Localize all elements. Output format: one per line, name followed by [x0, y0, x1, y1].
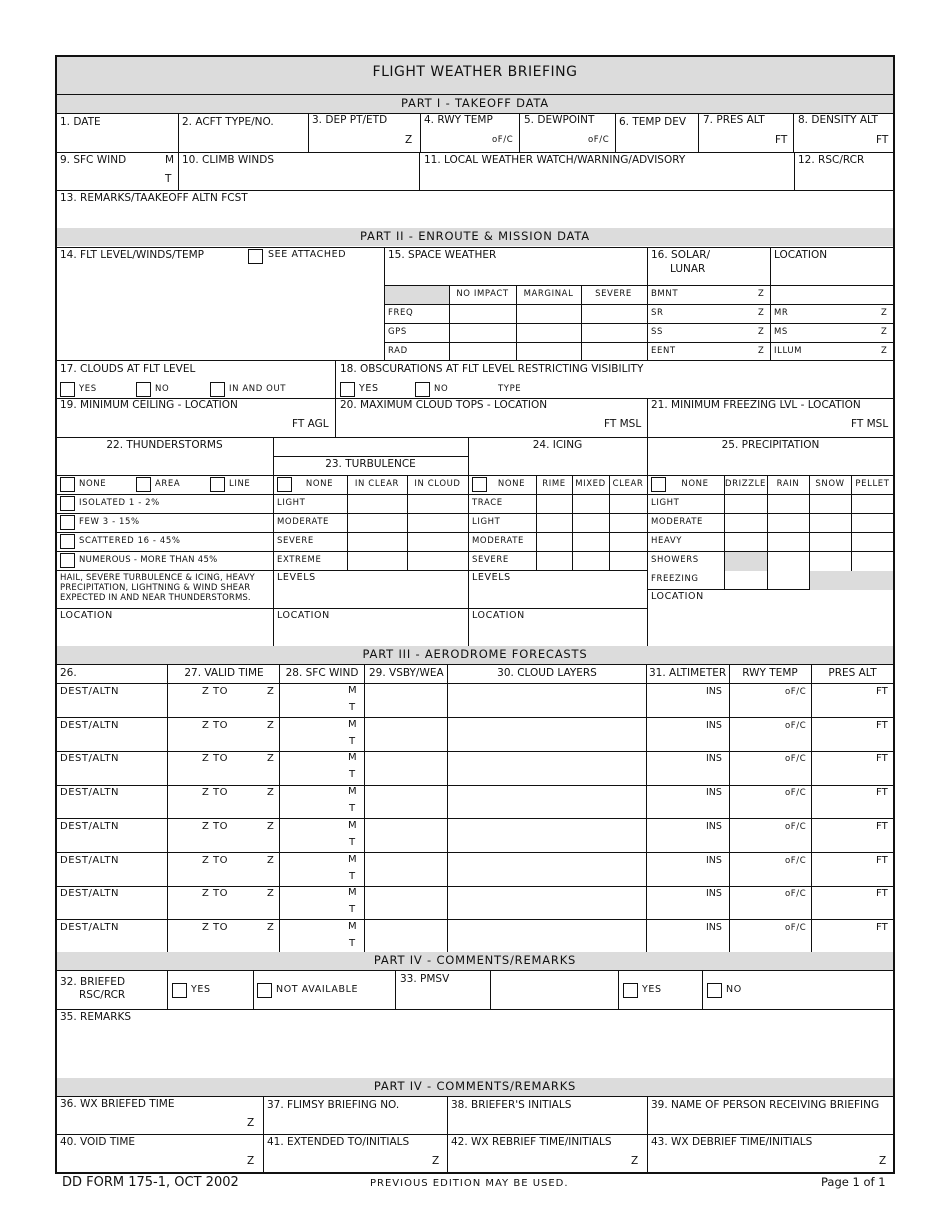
valid-z-to: Z TO — [202, 820, 229, 832]
void-label: 40. VOID TIME — [60, 1136, 136, 1148]
local-wx-label: 11. LOCAL WEATHER WATCH/WARNING/ADVISORY — [424, 154, 686, 166]
pres-alt-ft: FT — [876, 854, 888, 866]
col-sfc-wind: 28. SFC WIND — [285, 667, 359, 679]
clouds-no-label: NO — [155, 384, 170, 394]
turb-col-clear: IN CLEAR — [354, 479, 400, 489]
wind-t: T — [349, 937, 356, 949]
rwy-temp-ofc: oF/C — [785, 821, 807, 832]
clouds-label: 17. CLOUDS AT FLT LEVEL — [60, 363, 196, 375]
sw-col-severe: SEVERE — [595, 289, 632, 299]
col-altimeter: 31. ALTIMETER — [649, 667, 727, 679]
valid-z: Z — [267, 719, 274, 731]
pmsv-yes-label: YES — [642, 984, 662, 995]
form-title: FLIGHT WEATHER BRIEFING — [372, 64, 578, 80]
ts-note-3: EXPECTED IN AND NEAR THUNDERSTORMS. — [60, 593, 251, 603]
rsc-label: 12. RSC/RCR — [798, 154, 865, 166]
ice-col-clear: CLEAR — [612, 479, 644, 489]
valid-z-to: Z TO — [202, 753, 229, 765]
ice-col-none: NONE — [497, 479, 526, 489]
clouds-yes-checkbox[interactable] — [60, 382, 75, 397]
wind-m: M — [348, 786, 357, 798]
ts-none-label: NONE — [79, 479, 107, 489]
max-tops-label: 20. MAXIMUM CLOUD TOPS - LOCATION — [340, 399, 548, 411]
wind-t: T — [349, 803, 356, 815]
turb-levels: LEVELS — [277, 572, 316, 583]
date-label: 1. DATE — [60, 116, 101, 128]
ts-few-checkbox[interactable] — [60, 515, 75, 530]
briefer-label: 38. BRIEFER'S INITIALS — [451, 1099, 572, 1111]
ts-line-label: LINE — [229, 479, 251, 489]
sw-col-marginal: MARGINAL — [523, 289, 574, 299]
rebrief-z: Z — [631, 1155, 639, 1167]
precip-none-checkbox[interactable] — [651, 477, 666, 492]
valid-z: Z — [267, 854, 274, 866]
altimeter-ins: INS — [706, 888, 722, 900]
col-26: 26. — [60, 667, 77, 679]
precip-col-pellet: PELLET — [855, 479, 890, 489]
pres-alt-unit: FT — [775, 134, 788, 146]
briefed-yes-label: YES — [191, 984, 211, 995]
density-alt-unit: FT — [876, 134, 889, 146]
max-tops-unit: FT MSL — [604, 418, 642, 430]
see-attached-checkbox[interactable] — [248, 249, 263, 264]
valid-z-to: Z TO — [202, 854, 229, 866]
extended-z: Z — [432, 1155, 440, 1167]
rwy-temp-label: 4. RWY TEMP — [424, 114, 493, 126]
precip-showers: SHOWERS — [651, 555, 699, 565]
wx-time-label: 36. WX BRIEFED TIME — [60, 1098, 175, 1110]
page-number: Page 1 of 1 — [821, 1175, 886, 1189]
valid-z: Z — [267, 888, 274, 900]
rwy-temp-ofc: oF/C — [785, 855, 807, 866]
precip-label: 25. PRECIPITATION — [721, 439, 820, 451]
col-rwy-temp: RWY TEMP — [742, 667, 798, 679]
rwy-temp-ofc: oF/C — [785, 788, 807, 799]
valid-z-to: Z TO — [202, 719, 229, 731]
solar-bmnt: BMNT — [651, 289, 679, 299]
ts-scattered-label: SCATTERED 16 - 45% — [79, 536, 181, 546]
void-z: Z — [247, 1155, 255, 1167]
tstorm-label: 22. THUNDERSTORMS — [106, 439, 223, 451]
valid-z: Z — [267, 686, 274, 697]
acft-label: 2. ACFT TYPE/NO. — [182, 116, 274, 128]
rwy-temp-ofc: oF/C — [785, 922, 807, 933]
rwy-temp-ofc: oF/C — [785, 754, 807, 765]
ts-isolated-checkbox[interactable] — [60, 496, 75, 511]
min-ceiling-unit: FT AGL — [292, 418, 329, 430]
pres-alt-ft: FT — [876, 921, 888, 933]
precip-moderate: MODERATE — [651, 517, 704, 527]
dest-altn-label: DEST/ALTN — [60, 888, 119, 900]
solar-mr: MR — [774, 308, 789, 318]
pmsv-no-checkbox[interactable] — [707, 983, 722, 998]
dep-z: Z — [405, 134, 413, 146]
wind-t: T — [349, 870, 356, 882]
ts-note-1: HAIL, SEVERE TURBULENCE & ICING, HEAVY — [60, 573, 255, 583]
rwy-temp-ofc: oF/C — [785, 720, 807, 731]
altimeter-ins: INS — [706, 921, 722, 933]
wind-t: T — [349, 735, 356, 747]
altimeter-ins: INS — [706, 753, 722, 765]
wind-m: M — [348, 819, 357, 831]
ice-col-rime: RIME — [542, 479, 566, 489]
valid-z: Z — [267, 753, 274, 765]
turb-label: 23. TURBULENCE — [325, 458, 416, 470]
pmsv-label: 33. PMSV — [400, 973, 450, 985]
density-alt-label: 8. DENSITY ALT — [798, 114, 878, 126]
rwy-temp-ofc: oF/C — [785, 889, 807, 900]
col-valid-time: 27. VALID TIME — [184, 667, 264, 679]
dest-altn-label: DEST/ALTN — [60, 686, 119, 697]
solar-location-label: LOCATION — [774, 249, 828, 261]
previous-edition: PREVIOUS EDITION MAY BE USED. — [370, 1178, 569, 1189]
turb-col-cloud: IN CLOUD — [414, 479, 461, 489]
col-pres-alt: PRES ALT — [828, 667, 877, 679]
obsc-yes-label: YES — [359, 383, 379, 394]
sfc-wind-m: M — [165, 154, 175, 166]
flimsy-label: 37. FLIMSY BRIEFING NO. — [267, 1099, 400, 1111]
dest-altn-label: DEST/ALTN — [60, 787, 119, 799]
precip-col-rain: RAIN — [776, 479, 800, 489]
pres-alt-ft: FT — [876, 686, 888, 697]
person-label: 39. NAME OF PERSON RECEIVING BRIEFING — [651, 1099, 880, 1111]
wind-t: T — [349, 904, 356, 916]
form-number: DD FORM 175-1, OCT 2002 — [62, 1175, 239, 1190]
pres-alt-ft: FT — [876, 719, 888, 731]
turb-light: LIGHT — [277, 498, 306, 508]
sw-row-rad: RAD — [388, 346, 408, 356]
briefed-yes-checkbox[interactable] — [172, 983, 187, 998]
clouds-no-checkbox[interactable] — [136, 382, 151, 397]
sw-col-no-impact: NO IMPACT — [456, 289, 509, 299]
wind-m: M — [348, 752, 357, 764]
solar-z3: Z — [758, 327, 765, 337]
wind-m: M — [348, 920, 357, 932]
solar-ms: MS — [774, 327, 788, 337]
temp-dev-label: 6. TEMP DEV — [619, 116, 687, 128]
solar-illum: ILLUM — [774, 346, 803, 356]
dest-altn-label: DEST/ALTN — [60, 753, 119, 765]
wind-m: M — [348, 853, 357, 865]
pmsv-yes-checkbox[interactable] — [623, 983, 638, 998]
solar-sr: SR — [651, 308, 664, 318]
part2-header: PART II - ENROUTE & MISSION DATA — [360, 229, 590, 243]
see-attached-label: SEE ATTACHED — [268, 249, 347, 260]
min-ceiling-label: 19. MINIMUM CEILING - LOCATION — [60, 399, 238, 411]
climb-winds-label: 10. CLIMB WINDS — [182, 154, 274, 166]
ice-severe: SEVERE — [472, 555, 509, 565]
solar-ss: SS — [651, 327, 663, 337]
remarks13-label: 13. REMARKS/TAAKEOFF ALTN FCST — [60, 192, 248, 204]
dest-altn-label: DEST/ALTN — [60, 820, 119, 832]
wx-time-z: Z — [247, 1117, 255, 1129]
wind-m: M — [348, 887, 357, 899]
precip-location: LOCATION — [651, 591, 704, 602]
extended-label: 41. EXTENDED TO/INITIALS — [267, 1136, 410, 1148]
ts-area-checkbox[interactable] — [136, 477, 151, 492]
dest-altn-label: DEST/ALTN — [60, 719, 119, 731]
ice-light: LIGHT — [472, 517, 501, 527]
precip-col-snow: SNOW — [815, 479, 845, 489]
turb-moderate: MODERATE — [277, 517, 330, 527]
space-wx-label: 15. SPACE WEATHER — [388, 249, 497, 261]
altimeter-ins: INS — [706, 686, 722, 697]
remarks35-label: 35. REMARKS — [60, 1011, 132, 1023]
obsc-no-checkbox[interactable] — [415, 382, 430, 397]
solar-label-1: 16. SOLAR/ — [651, 249, 711, 261]
ts-few-label: FEW 3 - 15% — [79, 517, 140, 527]
briefed-label-2: RSC/RCR — [79, 989, 126, 1001]
rwy-temp-unit: oF/C — [492, 135, 514, 145]
clouds-yes-label: YES — [79, 384, 97, 394]
obsc-type-label: TYPE — [498, 384, 522, 394]
wind-m: M — [348, 718, 357, 730]
turb-extreme: EXTREME — [277, 555, 322, 565]
sfc-wind-t: T — [165, 173, 172, 185]
debrief-label: 43. WX DEBRIEF TIME/INITIALS — [651, 1136, 813, 1148]
pres-alt-ft: FT — [876, 888, 888, 900]
altimeter-ins: INS — [706, 787, 722, 799]
ts-area-label: AREA — [155, 479, 181, 489]
obsc-yes-checkbox[interactable] — [340, 382, 355, 397]
altimeter-ins: INS — [706, 820, 722, 832]
precip-light: LIGHT — [651, 498, 680, 508]
wind-t: T — [349, 769, 356, 781]
sw-row-freq: FREQ — [388, 308, 414, 318]
ts-numerous-checkbox[interactable] — [60, 553, 75, 568]
dewpoint-unit: oF/C — [588, 135, 610, 145]
solar-z1: Z — [758, 289, 765, 299]
precip-freezing: FREEZING — [651, 574, 699, 584]
valid-z: Z — [267, 921, 274, 933]
ice-location: LOCATION — [472, 610, 525, 621]
part5-header: PART IV - COMMENTS/REMARKS — [373, 1079, 577, 1093]
rwy-temp-ofc: oF/C — [785, 687, 807, 697]
briefed-na-label: NOT AVAILABLE — [276, 984, 359, 995]
ice-none-checkbox[interactable] — [472, 477, 487, 492]
sw-row-gps: GPS — [388, 327, 407, 337]
solar-z6: Z — [881, 327, 888, 337]
valid-z: Z — [267, 820, 274, 832]
rebrief-label: 42. WX REBRIEF TIME/INITIALS — [451, 1136, 612, 1148]
min-freezing-unit: FT MSL — [851, 418, 889, 430]
ts-note-2: PRECIPITATION, LIGHTNING & WIND SHEAR — [60, 583, 251, 593]
precip-col-none: NONE — [681, 479, 709, 489]
valid-z-to: Z TO — [202, 686, 229, 697]
solar-z4: Z — [758, 346, 765, 356]
pres-alt-ft: FT — [876, 787, 888, 799]
col-cloud-layers: 30. CLOUD LAYERS — [497, 667, 597, 679]
clouds-in-out-label: IN AND OUT — [229, 384, 287, 394]
debrief-z: Z — [879, 1155, 887, 1167]
part4-header: PART IV - COMMENTS/REMARKS — [373, 953, 577, 967]
pmsv-no-label: NO — [726, 984, 742, 995]
valid-z-to: Z TO — [202, 921, 229, 933]
ice-levels: LEVELS — [472, 572, 511, 583]
clouds-in-out-checkbox[interactable] — [210, 382, 225, 397]
flt-level-label: 14. FLT LEVEL/WINDS/TEMP — [60, 249, 204, 261]
turb-location: LOCATION — [277, 610, 330, 621]
obsc-no-label: NO — [434, 384, 449, 394]
min-freezing-label: 21. MINIMUM FREEZING LVL - LOCATION — [651, 399, 861, 411]
solar-label-2: LUNAR — [670, 263, 706, 275]
ice-col-mixed: MIXED — [575, 479, 606, 489]
valid-z-to: Z TO — [202, 787, 229, 799]
solar-z7: Z — [881, 346, 888, 356]
part1-header: PART I - TAKEOFF DATA — [401, 96, 549, 110]
col-vsby: 29. VSBY/WEA — [369, 667, 444, 679]
part3-header: PART III - AERODROME FORECASTS — [362, 647, 588, 661]
ts-scattered-checkbox[interactable] — [60, 534, 75, 549]
turb-col-none: NONE — [305, 479, 334, 489]
solar-z2: Z — [758, 308, 765, 318]
dest-altn-label: DEST/ALTN — [60, 921, 119, 933]
wind-t: T — [349, 702, 356, 713]
sfc-wind-label: 9. SFC WIND — [60, 154, 127, 166]
icing-label: 24. ICING — [532, 439, 583, 451]
turb-none-checkbox[interactable] — [277, 477, 292, 492]
precip-heavy: HEAVY — [651, 536, 683, 546]
ts-none-checkbox[interactable] — [60, 477, 75, 492]
pres-alt-ft: FT — [876, 820, 888, 832]
precip-col-drizzle: DRIZZLE — [725, 479, 766, 489]
ts-isolated-label: ISOLATED 1 - 2% — [79, 498, 160, 508]
briefed-label-1: 32. BRIEFED — [60, 976, 126, 988]
dewpoint-label: 5. DEWPOINT — [524, 114, 595, 126]
obsc-label: 18. OBSCURATIONS AT FLT LEVEL RESTRICTING VISIBILITY — [340, 363, 644, 375]
dep-label: 3. DEP PT/ETD — [312, 114, 388, 126]
wind-m: M — [348, 685, 357, 696]
wind-t: T — [349, 836, 356, 848]
solar-z5: Z — [881, 308, 888, 318]
ice-moderate: MODERATE — [472, 536, 525, 546]
pres-alt-label: 7. PRES ALT — [703, 114, 765, 126]
solar-eent: EENT — [651, 346, 676, 356]
dest-altn-label: DEST/ALTN — [60, 854, 119, 866]
valid-z-to: Z TO — [202, 888, 229, 900]
ice-trace: TRACE — [472, 498, 503, 508]
ts-location-label: LOCATION — [60, 610, 113, 621]
ts-numerous-label: NUMEROUS - MORE THAN 45% — [79, 555, 218, 565]
altimeter-ins: INS — [706, 719, 722, 731]
ts-line-checkbox[interactable] — [210, 477, 225, 492]
valid-z: Z — [267, 787, 274, 799]
briefed-na-checkbox[interactable] — [257, 983, 272, 998]
turb-severe: SEVERE — [277, 536, 314, 546]
pres-alt-ft: FT — [876, 753, 888, 765]
altimeter-ins: INS — [706, 854, 722, 866]
